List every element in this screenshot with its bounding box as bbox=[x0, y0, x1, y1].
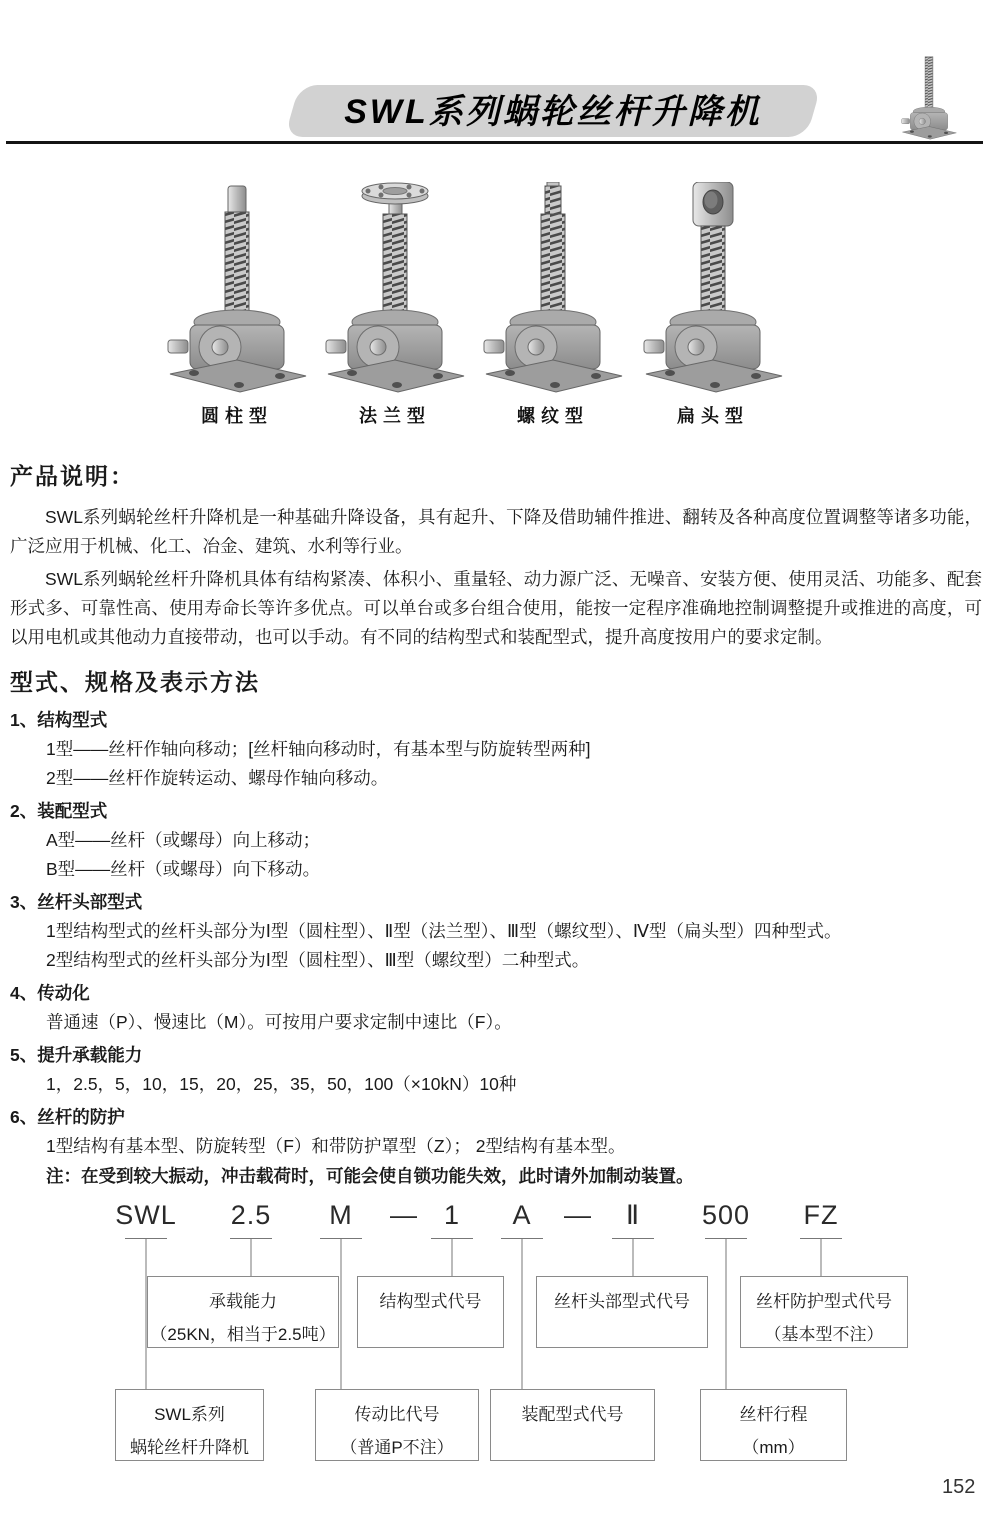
jack-cylindrical-icon bbox=[162, 182, 312, 394]
callout-box-protection-code bbox=[740, 1276, 908, 1348]
spec-item-title: 6、丝杆的防护 bbox=[10, 1107, 125, 1127]
product-label: 扁头型 bbox=[677, 406, 749, 426]
content-block bbox=[10, 458, 982, 1195]
callout-line: 承载能力 bbox=[209, 1292, 277, 1311]
callout-box-assembly-code bbox=[490, 1389, 655, 1461]
code-segment-series: SWL bbox=[115, 1200, 177, 1230]
connector-line bbox=[821, 1239, 822, 1276]
callout-box-series bbox=[115, 1389, 264, 1461]
jack-flathead-icon bbox=[638, 182, 788, 394]
code-segment-assembly: A bbox=[512, 1200, 532, 1230]
header-divider bbox=[6, 141, 983, 144]
callout-box-structure-code bbox=[357, 1276, 504, 1348]
connector-line bbox=[251, 1239, 252, 1276]
connector-line bbox=[452, 1239, 453, 1276]
callout-line: （基本型不注） bbox=[764, 1325, 884, 1344]
page-number: 152 bbox=[942, 1476, 976, 1498]
callout-box-travel bbox=[700, 1389, 847, 1461]
spec-item-title: 3、丝杆头部型式 bbox=[10, 892, 143, 912]
code-segment-ratio: M bbox=[329, 1200, 353, 1230]
spec-item-title: 1、结构型式 bbox=[10, 710, 108, 730]
jack-flange-icon bbox=[320, 182, 470, 394]
spec-item-line: A型——丝杆（或螺母）向上移动； bbox=[46, 830, 321, 850]
connector-line bbox=[522, 1239, 523, 1389]
code-segment-capacity: 2.5 bbox=[230, 1200, 272, 1230]
callout-box-ratio-code bbox=[315, 1389, 479, 1461]
connector-line bbox=[341, 1239, 342, 1389]
jack-thumbnail-icon bbox=[893, 56, 965, 140]
product-label: 法兰型 bbox=[359, 406, 431, 426]
spec-item-line: 1，2.5，5，10，15，20，25，35，50，100（×10kN）10种 bbox=[46, 1074, 517, 1094]
page-title: SWL系列蜗轮丝杆升降机 bbox=[344, 93, 762, 131]
spec-item-title: 5、提升承载能力 bbox=[10, 1045, 143, 1065]
spec-item-line: 普通速（P）、慢速比（M）。可按用户要求定制中速比（F）。 bbox=[46, 1012, 512, 1032]
spec-item-screw-head bbox=[10, 887, 982, 975]
product-figure-cylindrical bbox=[152, 182, 322, 428]
callout-box-head-type-code bbox=[536, 1276, 708, 1348]
spec-item-line: 1型结构有基本型、防旋转型（F）和带防护罩型（Z）； 2型结构有基本型。 bbox=[46, 1136, 626, 1156]
spec-item-protection bbox=[10, 1102, 982, 1192]
callout-line: 结构型式代号 bbox=[379, 1292, 482, 1311]
spec-item-title: 4、传动化 bbox=[10, 983, 90, 1003]
spec-item-structure bbox=[10, 705, 982, 793]
code-segment-dash: — bbox=[390, 1200, 418, 1230]
spec-item-line: 1型——丝杆作轴向移动；[丝杆轴向移动时，有基本型与防旋转型两种] bbox=[46, 739, 591, 759]
connector-line bbox=[633, 1239, 634, 1276]
code-segment-travel: 500 bbox=[701, 1200, 751, 1230]
product-label: 圆柱型 bbox=[201, 406, 273, 426]
callout-line: 丝杆行程 bbox=[739, 1405, 808, 1424]
callout-line: 丝杆头部型式代号 bbox=[554, 1292, 690, 1311]
code-segment-dash: — bbox=[564, 1200, 592, 1230]
jack-threaded-icon bbox=[478, 182, 628, 394]
callout-box-capacity bbox=[147, 1276, 339, 1348]
code-segment-head-type: Ⅱ bbox=[625, 1200, 641, 1230]
spec-item-line: 2型结构型式的丝杆头部分为Ⅰ型（圆柱型）、Ⅲ型（螺纹型）二种型式。 bbox=[46, 950, 590, 970]
description-heading: 产品说明： bbox=[10, 463, 135, 489]
callout-line: （25KN，相当于2.5吨） bbox=[150, 1325, 336, 1344]
callout-line: 蜗轮丝杆升降机 bbox=[130, 1438, 249, 1457]
description-paragraph: SWL系列蜗轮丝杆升降机是一种基础升降设备，具有起升、下降及借助辅件推进、翻转及各种高度位置调整等诸多功能，广泛应用于机械、化工、冶金、建筑、水利等行业。 bbox=[10, 507, 982, 556]
callout-line: 丝杆防护型式代号 bbox=[756, 1292, 892, 1311]
product-label: 螺纹型 bbox=[517, 406, 589, 426]
spec-item-title: 2、装配型式 bbox=[10, 801, 108, 821]
spec-heading: 型式、规格及表示方法 bbox=[10, 669, 260, 695]
callout-line: （mm） bbox=[742, 1438, 805, 1457]
spec-note: 注：在受到较大振动，冲击载荷时，可能会使自锁功能失效，此时请外加制动装置。 bbox=[46, 1166, 694, 1186]
callout-line: SWL系列 bbox=[154, 1405, 225, 1424]
spec-item-line: B型——丝杆（或螺母）向下移动。 bbox=[46, 859, 321, 879]
description-paragraph: SWL系列蜗轮丝杆升降机具体有结构紧凑、体积小、重量轻、动力源广泛、无噪音、安装方便、使用灵活、功能多、配套形式多、可靠性高、使用寿命长等许多优点。可以单台或多台组合使用，能按一定程序准确地控制调整提升或推进的高度，可以用电机或其他动力直接带动，也可以手动。有不同的结构型式和装配型式，提升高度按用户的要求定制。 bbox=[10, 569, 982, 647]
spec-item-assembly bbox=[10, 796, 982, 884]
spec-item-capacity bbox=[10, 1040, 982, 1099]
product-figure-threaded bbox=[468, 182, 638, 428]
callout-line: 装配型式代号 bbox=[521, 1405, 624, 1424]
product-figure-flange bbox=[310, 182, 480, 428]
callout-line: 传动比代号 bbox=[354, 1405, 440, 1424]
spec-item-line: 2型——丝杆作旋转运动、螺母作轴向移动。 bbox=[46, 768, 389, 788]
code-segment-protection: FZ bbox=[803, 1200, 839, 1230]
connector-line bbox=[726, 1239, 727, 1389]
product-figure-flathead bbox=[628, 182, 798, 428]
spec-item-transmission bbox=[10, 978, 982, 1037]
callout-line: （普通P不注） bbox=[340, 1438, 454, 1457]
spec-item-line: 1型结构型式的丝杆头部分为Ⅰ型（圆柱型）、Ⅱ型（法兰型）、Ⅲ型（螺纹型）、Ⅳ型（扁头型）四种型式。 bbox=[46, 921, 842, 941]
code-segment-structure: 1 bbox=[443, 1200, 461, 1230]
